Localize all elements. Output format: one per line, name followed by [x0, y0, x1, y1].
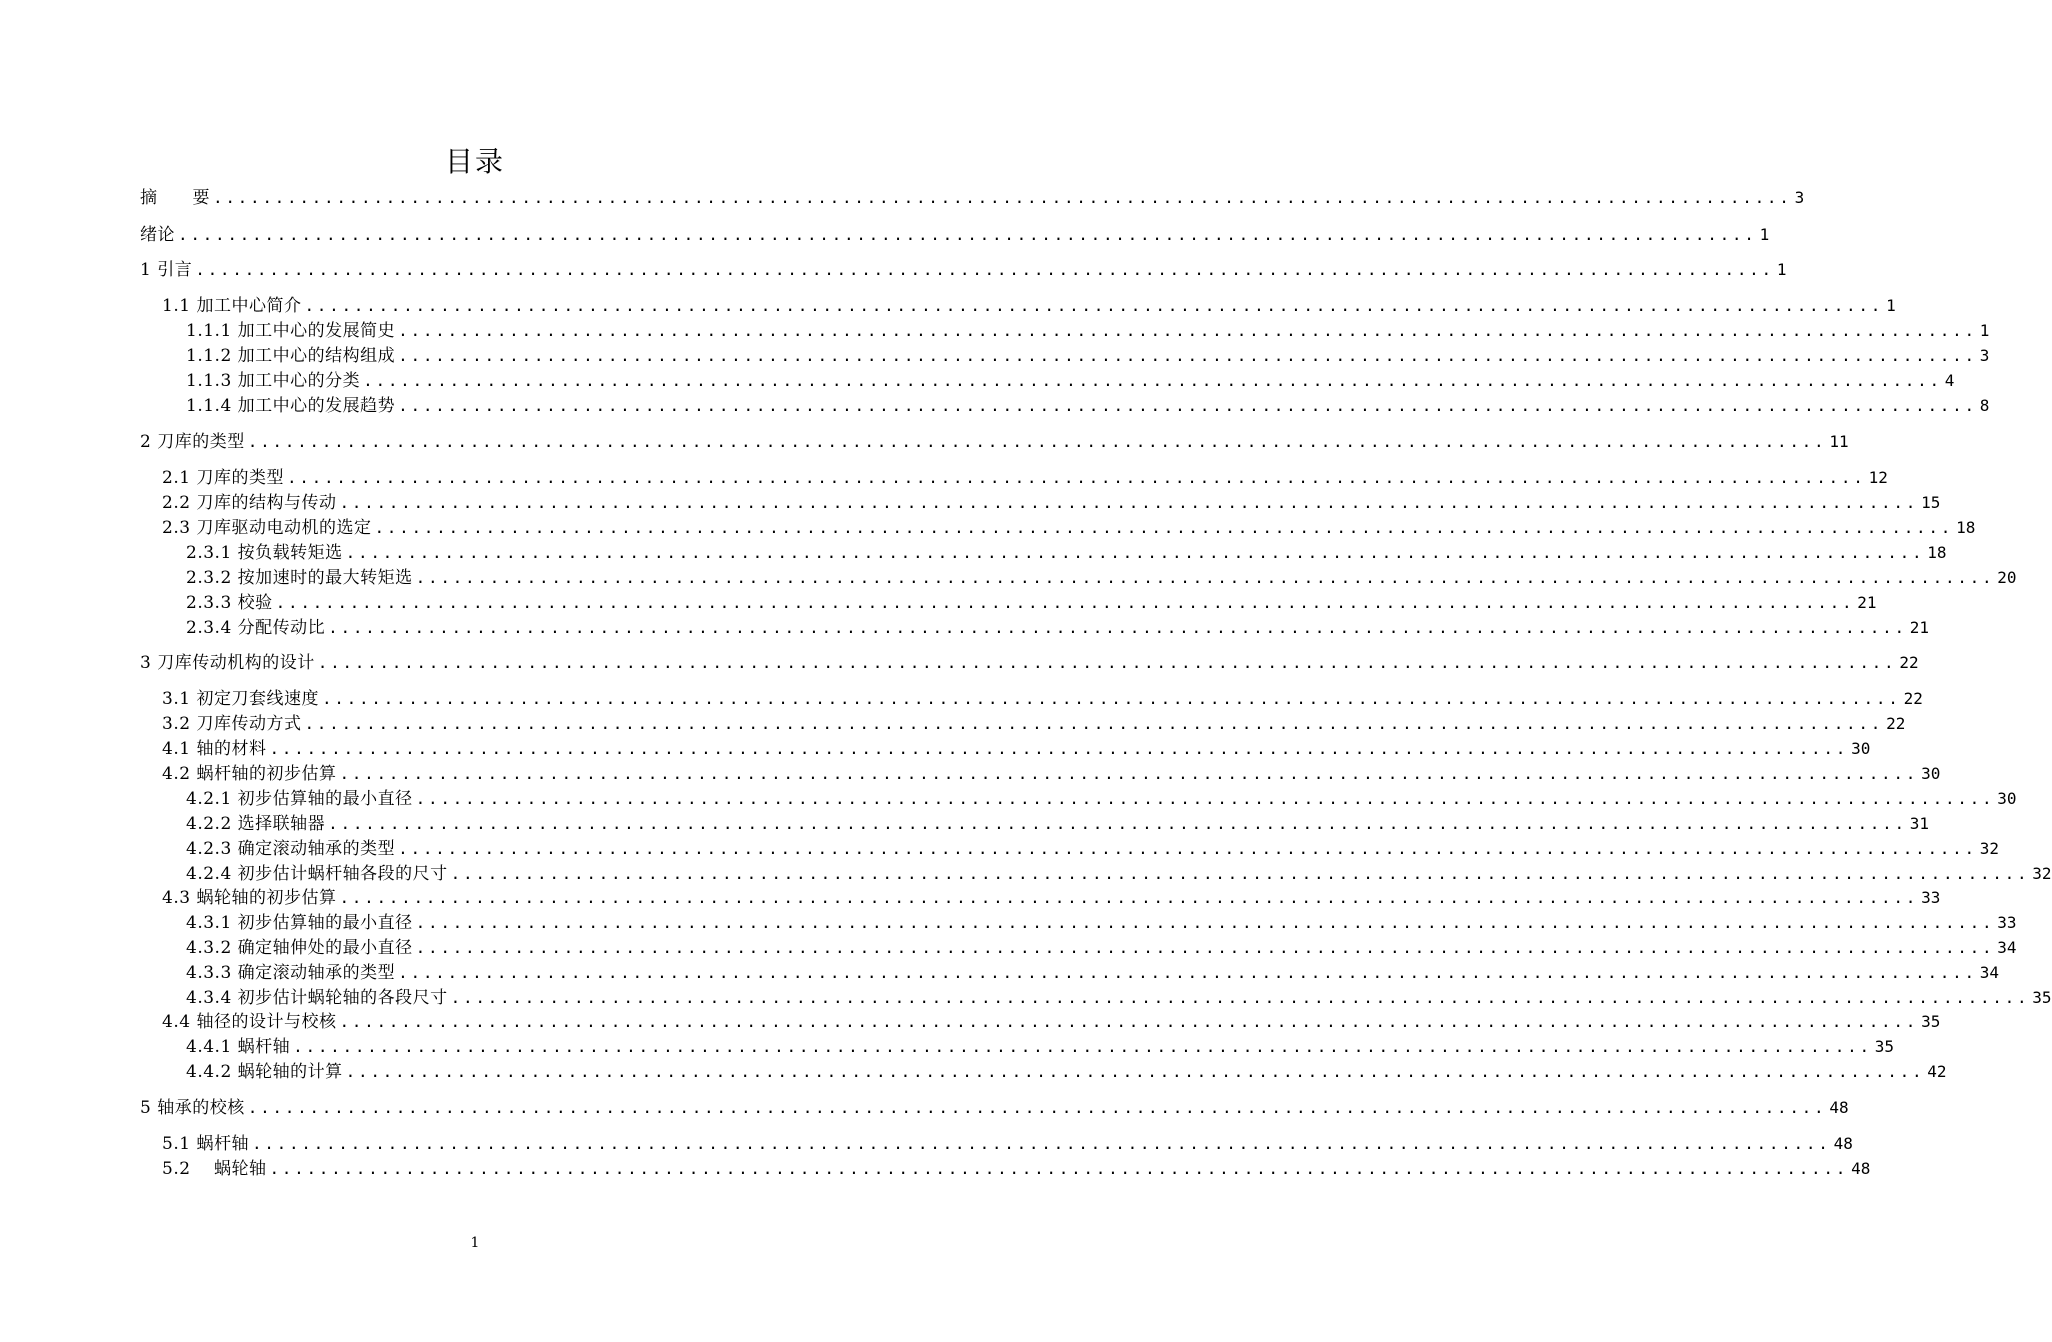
toc-entry-page: 30 — [1997, 789, 2017, 808]
toc-entry-page: 22 — [1899, 653, 1919, 672]
toc-entry[interactable] — [140, 1096, 1849, 1120]
toc-entry-label: 2.1 刀库的类型 — [162, 468, 284, 488]
toc-leader: ................................................................................................................................ — [269, 1159, 1849, 1178]
toc-leader: ................................................................................................................................ — [247, 1098, 1827, 1117]
toc-entry-label: 绪论 — [140, 225, 175, 245]
toc-entry-label: 4.4.2 蜗轮轴的计算 — [186, 1062, 343, 1082]
toc-entry[interactable] — [186, 616, 1930, 640]
toc-leader: ................................................................................................................................ — [339, 888, 1919, 907]
toc-entry-page: 22 — [1903, 689, 1923, 708]
toc-entry-label: 3.1 初定刀套线速度 — [162, 689, 319, 709]
toc-entry-label: 1.1.1 加工中心的发展简史 — [186, 321, 396, 341]
toc-leader: ................................................................................................................................ — [317, 653, 1897, 672]
toc-entry[interactable] — [162, 886, 1941, 910]
toc-entry-page: 34 — [1979, 963, 2000, 982]
toc-entry-page: 31 — [1909, 814, 1930, 833]
toc-leader: ................................................................................................................................ — [304, 714, 1884, 733]
toc-leader: ................................................................................................................................ — [345, 1062, 1925, 1081]
toc-title: 目录 — [444, 145, 505, 178]
toc-leader: ................................................................................................................................ — [286, 468, 1866, 487]
toc-entry-label: 4.4 轴径的设计与校核 — [162, 1012, 337, 1032]
toc-entry[interactable] — [186, 986, 2052, 1010]
toc-entry-label: 3.2 刀库传动方式 — [162, 714, 302, 734]
toc-leader: ................................................................................................................................ — [213, 188, 1792, 207]
toc-entry-page: 48 — [1833, 1134, 1853, 1153]
toc-entry-label: 1.1 加工中心简介 — [162, 296, 302, 316]
toc-entry-page: 11 — [1829, 432, 1849, 451]
toc-entry-label: 4.2.1 初步估算轴的最小直径 — [186, 789, 413, 809]
toc-entry-page: 33 — [1997, 913, 2017, 932]
toc-entry[interactable] — [186, 787, 2017, 811]
toc-entry-label: 3 刀库传动机构的设计 — [140, 653, 315, 673]
toc-entry-label: 2.3.4 分配传动比 — [186, 618, 326, 638]
toc-entry-page: 22 — [1886, 714, 1906, 733]
toc-entry[interactable] — [140, 430, 1849, 454]
toc-leader: ................................................................................................................................ — [398, 839, 1977, 858]
toc-leader: ................................................................................................................................ — [269, 739, 1849, 758]
toc-entry-label: 5.2 蜗轮轴 — [162, 1159, 267, 1179]
toc-entry[interactable] — [162, 687, 1923, 711]
toc-entry[interactable] — [162, 294, 1896, 318]
toc-leader: ................................................................................................................................ — [415, 938, 1995, 957]
page-number: 1 — [470, 1235, 480, 1251]
toc-entry-page: 32 — [2032, 864, 2052, 883]
toc-leader: ................................................................................................................................ — [415, 913, 1995, 932]
toc-entry-page: 30 — [1851, 739, 1871, 758]
toc-leader: ................................................................................................................................ — [363, 371, 1942, 390]
toc-entry-label: 2.3 刀库驱动电动机的选定 — [162, 518, 372, 538]
toc-entry-page: 35 — [1921, 1012, 1941, 1031]
toc-entry-page: 30 — [1921, 764, 1941, 783]
toc-entry-page: 35 — [1874, 1037, 1895, 1056]
toc-entry-page: 1 — [1979, 321, 1990, 340]
toc-entry-label: 4.3.4 初步估计蜗轮轴的各段尺寸 — [186, 988, 448, 1008]
toc-leader: ................................................................................................................................ — [195, 260, 1774, 279]
toc-entry[interactable] — [186, 1060, 1947, 1084]
toc-entry-page: 1 — [1776, 260, 1787, 279]
toc-entry[interactable] — [186, 911, 2017, 935]
toc-leader: ................................................................................................................................ — [251, 1134, 1831, 1153]
toc-entry-page: 33 — [1921, 888, 1941, 907]
toc-entry-page: 3 — [1979, 346, 1990, 365]
toc-entry-label: 4.3.3 确定滚动轴承的类型 — [186, 963, 396, 983]
toc-entry-page: 48 — [1851, 1159, 1871, 1178]
toc-entry[interactable] — [186, 1035, 1895, 1059]
toc-entry[interactable] — [162, 491, 1941, 515]
toc-entry-page: 21 — [1909, 618, 1930, 637]
toc-entry[interactable] — [140, 258, 1787, 282]
toc-entry-label: 1.1.4 加工中心的发展趋势 — [186, 396, 396, 416]
toc-leader: ................................................................................................................................ — [293, 1037, 1872, 1056]
toc-leader: ................................................................................................................................ — [275, 593, 1855, 612]
toc-entry-label: 5.1 蜗杆轴 — [162, 1134, 249, 1154]
toc-entry-page: 15 — [1921, 493, 1941, 512]
toc-entry-label: 1.1.2 加工中心的结构组成 — [186, 346, 396, 366]
toc-entry[interactable] — [186, 369, 1955, 393]
toc-entry-label: 2.3.2 按加速时的最大转矩选 — [186, 568, 413, 588]
toc-entry[interactable] — [186, 812, 1930, 836]
toc-leader: ................................................................................................................................ — [247, 432, 1827, 451]
toc-entry[interactable] — [162, 762, 1941, 786]
toc-leader: ................................................................................................................................ — [328, 618, 1907, 637]
toc-entry[interactable] — [162, 1010, 1941, 1034]
toc-entry[interactable] — [186, 862, 2052, 886]
toc-leader: ................................................................................................................................ — [345, 543, 1925, 562]
toc-entry-page: 21 — [1857, 593, 1877, 612]
toc-entry[interactable] — [140, 186, 1805, 210]
toc-leader: ................................................................................................................................ — [415, 789, 1995, 808]
toc-leader: ................................................................................................................................ — [415, 568, 1995, 587]
toc-entry-label: 1 引言 — [140, 260, 193, 280]
toc-entry[interactable] — [162, 516, 1976, 540]
toc-entry-label: 4.2.3 确定滚动轴承的类型 — [186, 839, 396, 859]
toc-entry-label: 4.3.1 初步估算轴的最小直径 — [186, 913, 413, 933]
toc-entry[interactable] — [186, 394, 1990, 418]
toc-entry-page: 34 — [1997, 938, 2017, 957]
toc-leader: ................................................................................................................................ — [374, 518, 1954, 537]
toc-entry-label: 4.2.2 选择联轴器 — [186, 814, 326, 834]
toc-entry-label: 1.1.3 加工中心的分类 — [186, 371, 361, 391]
toc-leader: ................................................................................................................................ — [304, 296, 1884, 315]
toc-leader: ................................................................................................................................ — [450, 864, 2030, 883]
toc-entry-label: 2.3.3 校验 — [186, 593, 273, 613]
toc-entry[interactable] — [186, 961, 2000, 985]
toc-entry-label: 2 刀库的类型 — [140, 432, 245, 452]
toc-entry[interactable] — [186, 319, 1990, 343]
toc-entry[interactable] — [186, 344, 1990, 368]
toc-entry-page: 18 — [1956, 518, 1976, 537]
toc-entry-page: 1 — [1886, 296, 1896, 315]
toc-entry-page: 42 — [1927, 1062, 1947, 1081]
toc-entry[interactable] — [186, 837, 2000, 861]
toc-entry[interactable] — [140, 223, 1770, 247]
toc-entry-label: 4.3 蜗轮轴的初步估算 — [162, 888, 337, 908]
toc-leader: ................................................................................................................................ — [398, 963, 1977, 982]
toc-entry-page: 12 — [1868, 468, 1888, 487]
toc-entry-page: 48 — [1829, 1098, 1849, 1117]
toc-entry-label: 4.1 轴的材料 — [162, 739, 267, 759]
toc-entry[interactable] — [162, 737, 1871, 761]
toc-leader: ................................................................................................................................ — [321, 689, 1901, 708]
toc-entry[interactable] — [162, 466, 1888, 490]
toc-leader: ................................................................................................................................ — [398, 346, 1977, 365]
toc-entry-page: 1 — [1759, 225, 1770, 244]
toc-entry-label: 摘 要 — [140, 188, 210, 208]
toc-entry-page: 8 — [1979, 396, 1990, 415]
toc-entry[interactable] — [186, 566, 2017, 590]
toc-entry[interactable] — [186, 591, 1877, 615]
toc-entry-page: 35 — [2032, 988, 2052, 1007]
toc-entry[interactable] — [162, 1132, 1853, 1156]
toc-entry-page: 32 — [1979, 839, 2000, 858]
toc-leader: ................................................................................................................................ — [339, 1012, 1919, 1031]
toc-entry-label: 4.4.1 蜗杆轴 — [186, 1037, 291, 1057]
toc-entry[interactable] — [186, 936, 2017, 960]
toc-leader: ................................................................................................................................ — [450, 988, 2030, 1007]
toc-entry[interactable] — [186, 541, 1947, 565]
toc-entry[interactable] — [140, 651, 1919, 675]
toc-entry-label: 2.2 刀库的结构与传动 — [162, 493, 337, 513]
toc-leader: ................................................................................................................................ — [398, 321, 1977, 340]
toc-leader: ................................................................................................................................ — [339, 764, 1919, 783]
toc-entry-label: 5 轴承的校核 — [140, 1098, 245, 1118]
toc-entry[interactable] — [162, 712, 1906, 736]
toc-entry-label: 4.2 蜗杆轴的初步估算 — [162, 764, 337, 784]
toc-entry-page: 18 — [1927, 543, 1947, 562]
toc-entry-label: 2.3.1 按负载转矩选 — [186, 543, 343, 563]
toc-entry-page: 4 — [1944, 371, 1955, 390]
toc-leader: ................................................................................................................................ — [339, 493, 1919, 512]
toc-entry-page: 3 — [1794, 188, 1805, 207]
toc-leader: ................................................................................................................................ — [398, 396, 1977, 415]
toc-entry-label: 4.3.2 确定轴伸处的最小直径 — [186, 938, 413, 958]
toc-entry[interactable] — [162, 1157, 1871, 1181]
toc-entry-label: 4.2.4 初步估计蜗杆轴各段的尺寸 — [186, 864, 448, 884]
toc-leader: ................................................................................................................................ — [328, 814, 1907, 833]
toc-leader: ................................................................................................................................ — [178, 225, 1757, 244]
toc-entry-page: 20 — [1997, 568, 2017, 587]
